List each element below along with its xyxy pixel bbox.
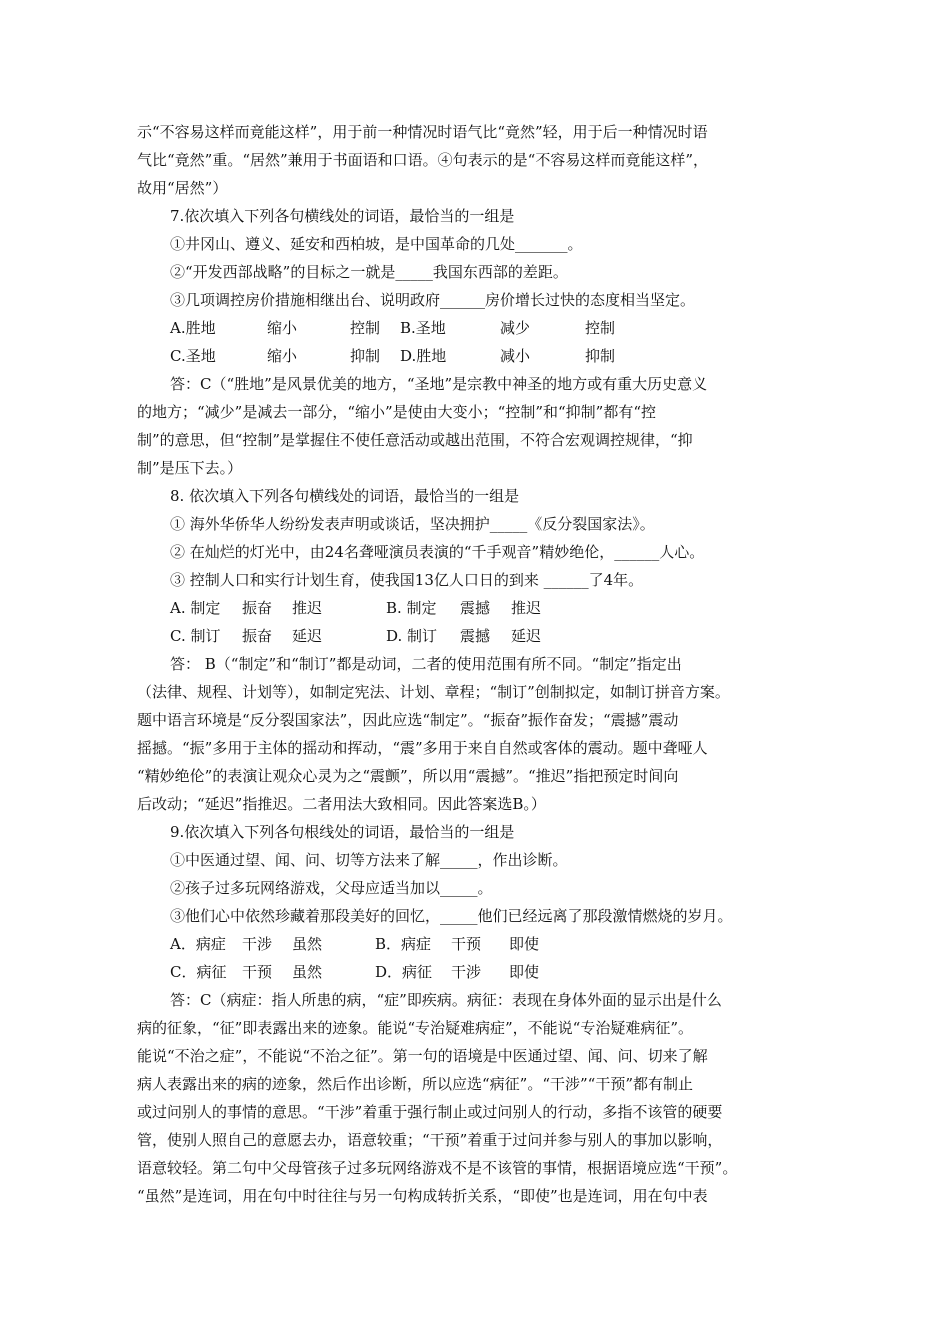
question-8-stem: 8. 依次填入下列各句横线处的词语，最恰当的一组是 <box>170 487 520 505</box>
option-text: C.圣地 <box>170 347 216 365</box>
text-line: 示“不容易这样而竟能这样”，用于前一种情况时语气比“竟然”轻，用于后一种情况时语 <box>137 123 708 141</box>
text-line: “精妙绝伦”的表演让观众心灵为之“震颤”，所以用“震撼”。“推迟”指把预定时间向 <box>137 767 679 785</box>
option-text: 干预 <box>451 935 482 953</box>
option-text: 即使 <box>509 963 540 981</box>
option-text: A．病症 <box>170 935 226 953</box>
question-7-options-row-1 <box>137 314 817 342</box>
text-line: 摇撼。“振”多用于主体的摇动和挥动，“震”多用于来自自然或客体的震动。题中聋哑人 <box>137 739 708 757</box>
option-text: 振奋 <box>242 627 273 645</box>
option-text: 推迟 <box>511 599 542 617</box>
question-9-options-row-2 <box>137 958 817 986</box>
option-text: 即使 <box>509 935 540 953</box>
question-8-sentence-1: ① 海外华侨华人纷纷发表声明或谈话，坚决拥护_____《反分裂国家法》。 <box>170 515 655 533</box>
text-line: 制”是压下去。） <box>137 459 243 477</box>
text-line: （法律、规程、计划等），如制定宪法、计划、章程；“制订”创制拟定，如制订拼音方案。 <box>137 683 730 701</box>
text-line: 后改动；“延迟”指推迟。二者用法大致相同。因此答案选B。） <box>137 795 546 813</box>
question-8-sentence-2: ② 在灿烂的灯光中，由24名聋哑演员表演的“千手观音”精妙绝伦，______人心。 <box>170 543 705 561</box>
option-text: 缩小 <box>267 319 298 337</box>
option-text: B．病症 <box>375 935 432 953</box>
option-text: 振奋 <box>242 599 273 617</box>
option-text: 抑制 <box>350 347 381 365</box>
document-body <box>137 118 817 1210</box>
question-9-answer: 答：C（病症：指人所患的病，“症”即疾病。病征：表现在身体外面的显示出是什么 <box>170 991 722 1009</box>
question-7-sentence-3: ③几项调控房价措施相继出台、说明政府______房价增长过快的态度相当坚定。 <box>170 291 696 309</box>
option-text: 虽然 <box>292 963 323 981</box>
text-line: 气比“竟然”重。“居然”兼用于书面语和口语。④句表示的是“不容易这样而竟能这样”， <box>137 151 709 169</box>
text-line: 能说“不治之症”，不能说“不治之征”。第一句的语境是中医通过望、闻、问、切来了解 <box>137 1047 708 1065</box>
text-line: 题中语言环境是“反分裂国家法”，因此应选“制定”。“振奋”振作奋发；“震撼”震动 <box>137 711 679 729</box>
text-line: 的地方；“减少”是减去一部分，“缩小”是使由大变小；“控制”和“抑制”都有“控 <box>137 403 657 421</box>
question-7-sentence-1: ①井冈山、遵义、延安和西柏坡，是中国革命的几处_______。 <box>170 235 583 253</box>
option-text: A. 制定 <box>170 599 221 617</box>
option-text: B.圣地 <box>400 319 446 337</box>
option-text: D. 制订 <box>386 627 438 645</box>
option-text: 延迟 <box>511 627 542 645</box>
question-9-sentence-3: ③他们心中依然珍藏着那段美好的回忆，_____他们已经远离了那段激情燃烧的岁月。 <box>170 907 733 925</box>
option-text: 干涉 <box>242 935 273 953</box>
option-text: 延迟 <box>292 627 323 645</box>
question-9-options-row-1 <box>137 930 817 958</box>
option-text: 控制 <box>350 319 381 337</box>
text-line: 管，使别人照自己的意愿去办，语意较重；“干预”着重于过问并参与别人的事加以影响， <box>137 1131 723 1149</box>
text-line: “虽然”是连词，用在句中时往往与另一句构成转折关系，“即使”也是连词，用在句中表 <box>137 1187 708 1205</box>
option-text: 缩小 <box>267 347 298 365</box>
option-text: D.胜地 <box>400 347 447 365</box>
option-text: 震撼 <box>460 627 491 645</box>
option-text: 控制 <box>585 319 616 337</box>
question-9-stem: 9.依次填入下列各句根线处的词语，最恰当的一组是 <box>170 823 515 841</box>
option-text: 减小 <box>500 347 531 365</box>
question-8-options-row-2 <box>137 622 817 650</box>
option-text: 抑制 <box>585 347 616 365</box>
option-text: 减少 <box>500 319 531 337</box>
text-line: 故用“居然”） <box>137 179 228 197</box>
option-text: C. 制订 <box>170 627 221 645</box>
question-7-options-row-2 <box>137 342 817 370</box>
question-8-answer: 答： B（“制定”和“制订”都是动词，二者的使用范围有所不同。“制定”指定出 <box>170 655 682 673</box>
question-7-stem: 7.依次填入下列各句横线处的词语，最恰当的一组是 <box>170 207 515 225</box>
option-text: 震撼 <box>460 599 491 617</box>
option-text: 干预 <box>242 963 273 981</box>
option-text: 干涉 <box>451 963 482 981</box>
question-9-sentence-2: ②孩子过多玩网络游戏，父母应适当加以_____。 <box>170 879 493 897</box>
text-line: 制”的意思，但“控制”是掌握住不使任意活动或越出范围，不符合宏观调控规律，“抑 <box>137 431 693 449</box>
question-8-sentence-3: ③ 控制人口和实行计划生育，使我国13亿人口日的到来 ______了4年。 <box>170 571 644 589</box>
option-text: A.胜地 <box>170 319 216 337</box>
question-7-answer: 答：C（“胜地”是风景优美的地方，“圣地”是宗教中神圣的地方或有重大历史意义 <box>170 375 708 393</box>
text-line: 或过问别人的事情的意思。“干涉”着重于强行制止或过问别人的行动，多指不该管的硬要 <box>137 1103 723 1121</box>
text-line: 语意较轻。第二句中父母管孩子过多玩网络游戏不是不该管的事情，根据语境应选“干预”。 <box>137 1159 738 1177</box>
option-text: C．病征 <box>170 963 227 981</box>
text-line: 病人表露出来的病的迹象，然后作出诊断，所以应选“病征”。“干涉”“干预”都有制止 <box>137 1075 694 1093</box>
question-8-options-row-1 <box>137 594 817 622</box>
option-text: B. 制定 <box>386 599 437 617</box>
option-text: D．病征 <box>375 963 433 981</box>
question-7-sentence-2: ②“开发西部战略”的目标之一就是_____我国东西部的差距。 <box>170 263 568 281</box>
option-text: 虽然 <box>292 935 323 953</box>
question-9-sentence-1: ①中医通过望、闻、问、切等方法来了解_____，作出诊断。 <box>170 851 568 869</box>
text-line: 病的征象，“征”即表露出来的迹象。能说“专治疑难病症”，不能说“专治疑难病征”。 <box>137 1019 694 1037</box>
option-text: 推迟 <box>292 599 323 617</box>
